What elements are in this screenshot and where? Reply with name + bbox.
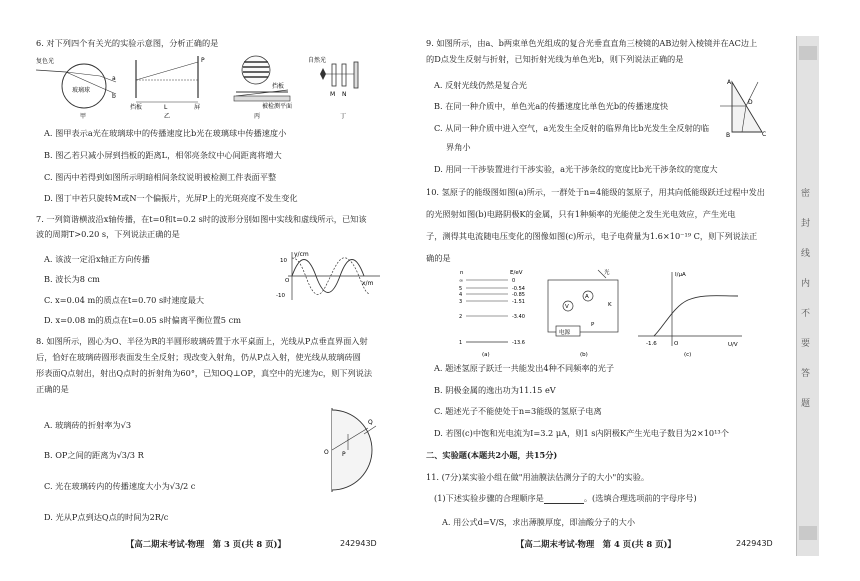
right-page xyxy=(418,0,798,581)
label-a: a xyxy=(112,75,116,82)
left-footer: 【高二期末考试·物理 第 3 页(共 8 页)】 xyxy=(126,539,286,549)
q9-label-A: A xyxy=(727,79,732,86)
q7-option-b: B. 波长为8 cm xyxy=(44,274,100,284)
q10-e5: -0.54 xyxy=(512,286,525,292)
q6-figures xyxy=(36,52,366,122)
q10-c-xneg: -1.6 xyxy=(646,341,657,347)
q6-stem: 6. 对下列四个有关光的实验示意图，分析正确的是 xyxy=(36,38,219,48)
q10-line1: 10. 氢原子的能级图如图(a)所示，一群处于n=4能级的氢原子，用其向低能级跃迁过程中发出 xyxy=(426,187,765,197)
seal-char-4: 内 xyxy=(801,279,811,289)
label-b: b xyxy=(112,93,116,100)
q6-option-a: A. 图甲表示a光在玻璃球中的传播速度比b光在玻璃球中传播速度小 xyxy=(44,128,287,138)
q10-caption-b: (b) xyxy=(580,352,588,358)
q7-option-d: D. x=0.08 m的质点在t=0.05 s时偏离平衡位置5 cm xyxy=(44,315,241,325)
q10-line4: 确的是 xyxy=(426,253,451,263)
q10-n1: 1 xyxy=(459,340,463,346)
q11-answer-blank xyxy=(544,495,584,504)
q8-label-P: P xyxy=(342,451,346,458)
q7-origin: O xyxy=(285,278,290,284)
q10-n5: 5 xyxy=(459,286,463,292)
q10-caption-a: (a) xyxy=(482,352,490,358)
q8-option-d: D. 光从P点到达Q点的时间为2R/c xyxy=(44,512,169,522)
q8-label-O: O xyxy=(324,449,329,456)
label-L: L xyxy=(164,104,168,111)
q8-line1: 8. 如图所示，圆心为O、半径为R的半圆形玻璃砖置于水平桌面上，光线从P点垂直界面入射 xyxy=(36,336,368,346)
fold-mark xyxy=(799,526,817,540)
q9-option-b: B. 在同一种介质中，单色光a的传播速度比单色光b的传播速度快 xyxy=(434,101,669,111)
label-jia: 甲 xyxy=(80,113,87,120)
label-ding: 丁 xyxy=(340,113,347,120)
q7-option-a: A. 该波一定沿x轴正方向传播 xyxy=(44,254,150,264)
q10-n4: 4 xyxy=(459,292,463,298)
label-glass-ball: 玻璃球 xyxy=(72,87,91,94)
q11-option-a: A. 用公式d=V/S，求出薄膜厚度，即油酸分子的大小 xyxy=(442,517,636,527)
label-baffle: 挡板 xyxy=(130,104,143,111)
q8-option-c: C. 光在玻璃砖内的传播速度大小为√3/2 c xyxy=(44,481,196,491)
q10-figures xyxy=(458,266,748,358)
q9-label-D: D xyxy=(748,99,753,106)
q10-energy-level-diagram xyxy=(459,270,525,358)
q7-stem-line2: 波的周期T>0.20 s，下列说法正确的是 xyxy=(36,229,180,239)
q9-label-C: C xyxy=(762,131,767,138)
q7-option-c: C. x=0.04 m的质点在t=0.70 s时速度最大 xyxy=(44,295,205,305)
q6-option-c: C. 图丙中若得到如图所示明暗相间条纹说明被检测工件表面平整 xyxy=(44,172,277,182)
label-natural-light: 自然光 xyxy=(308,57,327,64)
q10-light-label: 光 xyxy=(604,270,610,276)
q9-line1: 9. 如图所示，由a、b两束单色光组成的复合光垂直直角三棱镜的AB边射入棱镜并在AC边上 xyxy=(426,38,758,48)
q7-ylabel: y/cm xyxy=(294,251,309,258)
q9-label-B: B xyxy=(726,132,731,138)
label-slit-plate: 挡板 xyxy=(272,83,285,90)
right-code: 242943D xyxy=(736,539,773,548)
q9-option-c: C. 从同一种介质中进入空气，a光发生全反射的临界角比b光发生全反射的临 xyxy=(434,123,710,133)
seal-line-strip xyxy=(796,36,819,556)
fig-ding xyxy=(308,56,358,120)
q10-P-label: P xyxy=(591,322,595,328)
q10-circuit-diagram xyxy=(548,268,618,358)
label-screen: 屏 xyxy=(194,104,201,111)
label-measured: 被检测平面 xyxy=(262,103,293,110)
q10-line3: 子，测得其电流随电压变化的图像如图(c)所示，电子电荷量为1.6×10⁻¹⁹ C，则下列说法正 xyxy=(426,231,758,241)
q7-stem-line1: 7. 一列简谐横波沿x轴传播，在t=0和t=0.2 s时的波形分别如图中实线和虚线所示，已知该 xyxy=(36,214,367,224)
q10-ammeter: A xyxy=(585,294,589,300)
q8-line4: 正确的是 xyxy=(36,384,69,394)
q6-option-b: B. 图乙若只减小屏到挡板的距离L，相邻亮条纹中心间距离将增大 xyxy=(44,150,282,160)
q10-n2: 2 xyxy=(459,314,463,320)
q8-semicircle-figure xyxy=(318,404,378,496)
q11-sub1 xyxy=(434,493,697,504)
q10-c-origin: O xyxy=(674,341,679,347)
q8-option-a: A. 玻璃砖的折射率为√3 xyxy=(44,420,132,430)
q10-e-inf: 0 xyxy=(512,278,516,284)
fold-mark xyxy=(799,46,817,60)
q10-line2: 的光照射如图(b)电路阴极K的金属，只有1种频率的光能使之发生光电效应，产生光电 xyxy=(426,209,736,219)
label-complex-light: 复色光 xyxy=(36,58,55,65)
seal-char-2: 封 xyxy=(801,219,811,229)
q10-option-a: A. 题述氢原子跃迁一共能发出4种不同频率的光子 xyxy=(434,363,615,373)
left-page xyxy=(0,0,400,581)
q10-e-label: E/eV xyxy=(510,270,523,276)
q8-option-b: B. OP之间的距离为√3/3 R xyxy=(44,450,144,460)
label-yi: 乙 xyxy=(164,113,171,120)
left-code: 242943D xyxy=(340,539,377,548)
q9-prism-figure xyxy=(718,76,768,138)
q10-option-c: C. 题述光子不能使处于n=3能级的氢原子电离 xyxy=(434,406,602,416)
q7-y-pos: 10 xyxy=(280,258,287,264)
q10-option-b: B. 阴极金属的逸出功为11.15 eV xyxy=(434,385,556,395)
seal-char-7: 答 xyxy=(801,369,811,379)
q11-stem: 11. (7分)某实验小组在做"用油膜法估测分子的大小"的实验。 xyxy=(426,472,650,482)
seal-char-3: 线 xyxy=(801,249,811,259)
q10-e3: -1.51 xyxy=(512,299,525,305)
q8-label-Q: Q xyxy=(368,419,373,426)
q10-e4: -0.85 xyxy=(512,292,525,298)
q10-power-label: 电源 xyxy=(559,330,571,336)
q10-n-label: n xyxy=(460,270,464,276)
label-bing: 丙 xyxy=(254,113,261,120)
q10-K-label: K xyxy=(608,302,612,308)
q7-xlabel: x/m xyxy=(362,280,374,287)
q10-n3: 3 xyxy=(459,299,463,305)
q11-sub1-suffix: 。(选填合理选项前的字母序号) xyxy=(583,493,697,503)
seal-char-1: 密 xyxy=(801,189,811,199)
q10-caption-c: (c) xyxy=(684,352,692,358)
seal-char-6: 要 xyxy=(801,339,811,349)
q8-line3: 形表面Q点射出，射出Q点时的折射角为60°，已知OQ⊥OP，真空中的光速为c，则下列说法 xyxy=(36,368,373,378)
q7-wave-graph xyxy=(276,248,386,304)
q9-option-d: D. 用同一干涉装置进行干涉实验，a光干涉条纹的宽度比b光干涉条纹的宽度大 xyxy=(434,164,718,174)
q10-iu-graph xyxy=(638,272,742,358)
q10-c-xlabel: U/V xyxy=(728,342,738,348)
fig-yi xyxy=(130,56,205,120)
q6-option-d: D. 图丁中若只旋转M或N一个偏振片，光屏P上的光斑亮度不发生变化 xyxy=(44,193,298,203)
q10-e1: -13.6 xyxy=(512,340,525,346)
q10-option-d: D. 若图(c)中饱和光电流为I=3.2 μA，则1 s内阴极K产生光电子数目为2×10¹³个 xyxy=(434,428,729,438)
seal-char-5: 不 xyxy=(801,309,811,319)
q9-line2: 的D点发生反射与折射，已知折射光线为单色光b，则下列说法正确的是 xyxy=(426,54,684,64)
q9-option-c-cont: 界角小 xyxy=(446,142,471,152)
section-heading-experiment: 二、实验题(本题共2小题，共15分) xyxy=(426,450,558,460)
fig-jia xyxy=(36,57,116,120)
q7-y-neg: -10 xyxy=(276,293,285,299)
q10-n-inf: ∞ xyxy=(459,278,464,284)
label-N: N xyxy=(342,91,347,98)
q10-voltmeter: V xyxy=(565,304,569,310)
q11-sub1-prefix: (1)下述实验步骤的合理顺序是 xyxy=(434,493,544,503)
fig-bing xyxy=(234,56,292,120)
right-footer: 【高二期末考试·物理 第 4 页(共 8 页)】 xyxy=(516,539,676,549)
q8-line2: 后，恰好在玻璃砖圆形表面发生全反射；现改变入射角，仍从P点入射，使光线从玻璃砖圆 xyxy=(36,352,361,362)
label-P: P xyxy=(201,57,205,64)
q10-c-ylabel: I/μA xyxy=(675,272,686,278)
label-M: M xyxy=(330,91,336,98)
q10-e2: -3.40 xyxy=(512,314,525,320)
seal-char-8: 题 xyxy=(801,399,811,409)
q9-option-a: A. 反射光线仍然是复合光 xyxy=(434,80,527,90)
